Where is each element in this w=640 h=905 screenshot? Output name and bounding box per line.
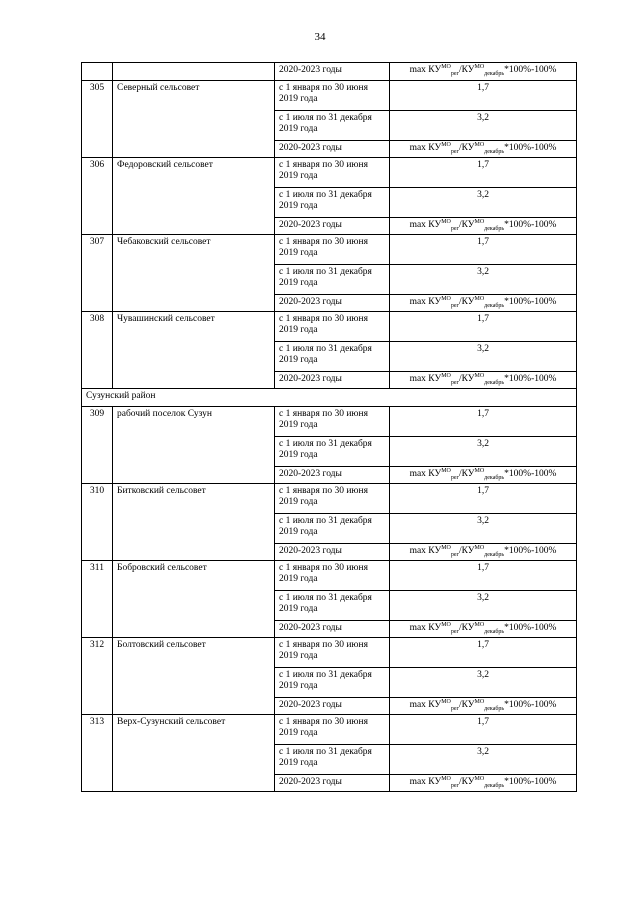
formula-prefix: max КУ xyxy=(409,623,442,633)
region-row xyxy=(82,389,577,407)
formula-prefix: max КУ xyxy=(409,469,442,479)
formula-mid: /КУ xyxy=(458,777,475,787)
formula-sup-1: МО xyxy=(441,63,451,70)
formula-sub-1: рег xyxy=(450,70,459,77)
name-cell: Чебаковский сельсовет xyxy=(113,235,275,312)
formula-cell xyxy=(390,141,577,158)
period-cell: 2020-2023 годы xyxy=(275,63,390,81)
value-cell: 1,7 xyxy=(390,312,577,342)
page-number: 34 xyxy=(314,31,326,43)
value-cell: 1,7 xyxy=(390,235,577,265)
number-cell: 308 xyxy=(82,312,113,389)
table-row xyxy=(82,561,577,591)
formula-mid: /КУ xyxy=(458,220,475,230)
period-cell: с 1 июля по 31 декабря 2019 года xyxy=(275,265,390,295)
formula-cell xyxy=(390,621,577,638)
formula-cell xyxy=(390,372,577,389)
formula-sup-2: МО xyxy=(474,544,485,551)
formula-sup-1: МО xyxy=(441,218,451,225)
period-cell: с 1 января по 30 июня 2019 года xyxy=(275,312,390,342)
formula-prefix: max КУ xyxy=(409,374,442,384)
formula-sub-2: декабрь xyxy=(484,70,505,77)
number-cell xyxy=(82,63,113,81)
period-cell: с 1 июля по 31 декабря 2019 года xyxy=(275,111,390,141)
period-cell: с 1 января по 30 июня 2019 года xyxy=(275,484,390,514)
period-cell: 2020-2023 годы xyxy=(275,467,390,484)
formula-sub-2: декабрь xyxy=(484,551,505,558)
formula-suffix: *100%-100% xyxy=(504,374,557,384)
formula-cell xyxy=(390,467,577,484)
formula-sub-1: рег xyxy=(450,705,459,712)
formula-cell xyxy=(390,63,577,81)
formula-suffix: *100%-100% xyxy=(504,220,557,230)
formula-suffix: *100%-100% xyxy=(504,623,557,633)
period-cell: с 1 июля по 31 декабря 2019 года xyxy=(275,514,390,544)
value-cell: 1,7 xyxy=(390,561,577,591)
formula-suffix: *100%-100% xyxy=(504,297,557,307)
formula-sub-2: декабрь xyxy=(484,148,505,155)
value-cell: 1,7 xyxy=(390,81,577,111)
name-cell: Верх-Сузунский сельсовет xyxy=(113,715,275,792)
period-cell: 2020-2023 годы xyxy=(275,295,390,312)
formula-sup-2: МО xyxy=(474,621,485,628)
formula-sup-2: МО xyxy=(474,295,485,302)
number-cell: 311 xyxy=(82,561,113,638)
formula-cell xyxy=(390,295,577,312)
formula-sub-1: рег xyxy=(450,302,459,309)
formula-sup-2: МО xyxy=(474,467,485,474)
formula-sup-2: МО xyxy=(474,372,485,379)
value-cell: 3,2 xyxy=(390,591,577,621)
formula-sub-1: рег xyxy=(450,474,459,481)
period-cell: с 1 июля по 31 декабря 2019 года xyxy=(275,668,390,698)
table-row xyxy=(82,81,577,111)
value-cell: 3,2 xyxy=(390,342,577,372)
value-cell: 3,2 xyxy=(390,745,577,775)
formula-sup-1: МО xyxy=(441,141,451,148)
value-cell: 1,7 xyxy=(390,158,577,188)
formula-sub-1: рег xyxy=(450,628,459,635)
formula-sub-2: декабрь xyxy=(484,474,505,481)
formula-sup-1: МО xyxy=(441,698,451,705)
formula-mid: /КУ xyxy=(458,374,475,384)
period-cell: с 1 июля по 31 декабря 2019 года xyxy=(275,745,390,775)
formula-prefix: max КУ xyxy=(409,700,442,710)
name-cell: Болтовский сельсовет xyxy=(113,638,275,715)
formula-sup-1: МО xyxy=(441,295,451,302)
table-row xyxy=(82,715,577,745)
formula-sub-1: рег xyxy=(450,379,459,386)
formula-sup-1: МО xyxy=(441,544,451,551)
period-cell: 2020-2023 годы xyxy=(275,544,390,561)
period-cell: с 1 января по 30 июня 2019 года xyxy=(275,235,390,265)
formula-prefix: max КУ xyxy=(409,220,442,230)
formula-prefix: max КУ xyxy=(409,65,442,75)
formula-suffix: *100%-100% xyxy=(504,143,557,153)
table-row xyxy=(82,484,577,514)
formula-prefix: max КУ xyxy=(409,297,442,307)
formula-suffix: *100%-100% xyxy=(504,469,557,479)
formula-sub-2: декабрь xyxy=(484,225,505,232)
number-cell: 313 xyxy=(82,715,113,792)
period-cell: с 1 января по 30 июня 2019 года xyxy=(275,407,390,437)
table-row xyxy=(82,63,577,81)
data-table xyxy=(81,62,577,792)
number-cell: 307 xyxy=(82,235,113,312)
formula-sup-2: МО xyxy=(474,141,485,148)
period-cell: с 1 января по 30 июня 2019 года xyxy=(275,158,390,188)
formula-sup-1: МО xyxy=(441,372,451,379)
value-cell: 3,2 xyxy=(390,437,577,467)
period-cell: с 1 июля по 31 декабря 2019 года xyxy=(275,437,390,467)
value-cell: 3,2 xyxy=(390,668,577,698)
formula-cell xyxy=(390,698,577,715)
value-cell: 1,7 xyxy=(390,715,577,745)
name-cell xyxy=(113,63,275,81)
name-cell: Федоровский сельсовет xyxy=(113,158,275,235)
value-cell: 1,7 xyxy=(390,407,577,437)
number-cell: 305 xyxy=(82,81,113,158)
name-cell: рабочий поселок Сузун xyxy=(113,407,275,484)
number-cell: 306 xyxy=(82,158,113,235)
period-cell: с 1 января по 30 июня 2019 года xyxy=(275,81,390,111)
name-cell: Бобровский сельсовет xyxy=(113,561,275,638)
period-cell: с 1 июля по 31 декабря 2019 года xyxy=(275,188,390,218)
value-cell: 1,7 xyxy=(390,484,577,514)
formula-mid: /КУ xyxy=(458,297,475,307)
formula-mid: /КУ xyxy=(458,700,475,710)
formula-mid: /КУ xyxy=(458,143,475,153)
table-row xyxy=(82,407,577,437)
period-cell: с 1 июля по 31 декабря 2019 года xyxy=(275,591,390,621)
formula-sup-2: МО xyxy=(474,775,485,782)
name-cell: Чувашинский сельсовет xyxy=(113,312,275,389)
period-cell: с 1 января по 30 июня 2019 года xyxy=(275,715,390,745)
name-cell: Битковский сельсовет xyxy=(113,484,275,561)
period-cell: 2020-2023 годы xyxy=(275,621,390,638)
formula-sup-2: МО xyxy=(474,698,485,705)
number-cell: 310 xyxy=(82,484,113,561)
period-cell: 2020-2023 годы xyxy=(275,218,390,235)
value-cell: 3,2 xyxy=(390,188,577,218)
table-row xyxy=(82,158,577,188)
name-cell: Северный сельсовет xyxy=(113,81,275,158)
formula-sub-1: рег xyxy=(450,148,459,155)
table-row xyxy=(82,235,577,265)
value-cell: 3,2 xyxy=(390,111,577,141)
period-cell: с 1 января по 30 июня 2019 года xyxy=(275,561,390,591)
period-cell: 2020-2023 годы xyxy=(275,698,390,715)
value-cell: 3,2 xyxy=(390,265,577,295)
formula-mid: /КУ xyxy=(458,469,475,479)
table-row xyxy=(82,312,577,342)
formula-cell xyxy=(390,775,577,792)
formula-sub-2: декабрь xyxy=(484,379,505,386)
formula-suffix: *100%-100% xyxy=(504,65,557,75)
table-row xyxy=(82,638,577,668)
formula-prefix: max КУ xyxy=(409,777,442,787)
formula-mid: /КУ xyxy=(458,623,475,633)
period-cell: с 1 июля по 31 декабря 2019 года xyxy=(275,342,390,372)
period-cell: 2020-2023 годы xyxy=(275,372,390,389)
formula-sup-2: МО xyxy=(474,63,485,70)
formula-cell xyxy=(390,544,577,561)
value-cell: 1,7 xyxy=(390,638,577,668)
number-cell: 312 xyxy=(82,638,113,715)
formula-prefix: max КУ xyxy=(409,143,442,153)
value-cell: 3,2 xyxy=(390,514,577,544)
period-cell: с 1 января по 30 июня 2019 года xyxy=(275,638,390,668)
formula-sub-2: декабрь xyxy=(484,782,505,789)
formula-suffix: *100%-100% xyxy=(504,777,557,787)
formula-sub-1: рег xyxy=(450,551,459,558)
formula-mid: /КУ xyxy=(458,65,475,75)
formula-sup-2: МО xyxy=(474,218,485,225)
formula-sup-1: МО xyxy=(441,467,451,474)
formula-cell xyxy=(390,218,577,235)
formula-sub-2: декабрь xyxy=(484,302,505,309)
period-cell: 2020-2023 годы xyxy=(275,775,390,792)
formula-sub-1: рег xyxy=(450,782,459,789)
region-heading: Сузунский район xyxy=(82,389,577,407)
formula-sub-2: декабрь xyxy=(484,705,505,712)
formula-sup-1: МО xyxy=(441,621,451,628)
formula-sub-2: декабрь xyxy=(484,628,505,635)
formula-suffix: *100%-100% xyxy=(504,700,557,710)
formula-mid: /КУ xyxy=(458,546,475,556)
formula-suffix: *100%-100% xyxy=(504,546,557,556)
formula-sub-1: рег xyxy=(450,225,459,232)
formula-prefix: max КУ xyxy=(409,546,442,556)
period-cell: 2020-2023 годы xyxy=(275,141,390,158)
number-cell: 309 xyxy=(82,407,113,484)
formula-sup-1: МО xyxy=(441,775,451,782)
